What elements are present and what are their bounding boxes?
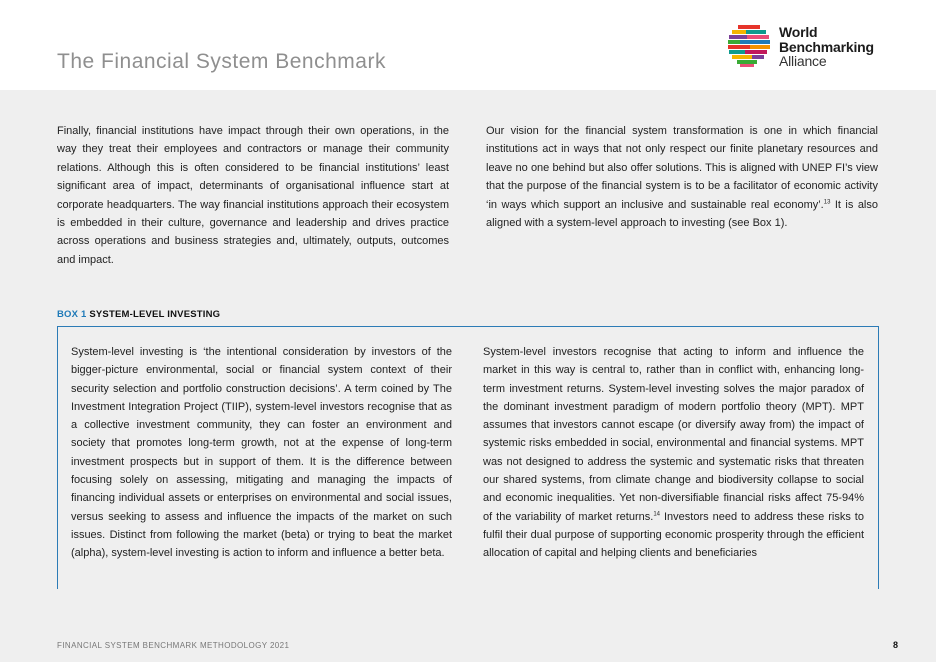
footnote-13: 13 <box>823 198 831 205</box>
box-left-column: System-level investing is ‘the intentional consideration by investors of the bigger-picture environmental, social or financial system context of their security selection and portfolio construction decisions’. A term coined by The Investment Integration Project (TIIP), system-level investors recognise that as a collective investment community, they can foster an environment and society that promotes long-term growth, not at the expense of long-term investment prospects but in support of them. It is the difference between focusing solely on assessing, mitigating and managing the impacts of financing individual assets or enterprises on environmental and social issues, versus seeking to assess and influence the impacts of the market on such issues. Distinct from following the market (beta) or trying to beat the market (alpha), system-level investing is action to inform and influence a better beta. <box>71 346 452 560</box>
logo-line-alliance: Alliance <box>779 53 827 69</box>
footer-document-name: FINANCIAL SYSTEM BENCHMARK METHODOLOGY 2021 <box>57 641 290 650</box>
intro-right-text-b: It is also aligned with a system-level approach to investing (see Box 1). <box>486 198 878 230</box>
box-right-column <box>483 343 864 563</box>
logo-line-benchmarking: Benchmarking <box>779 38 874 55</box>
wba-logo-icon <box>728 24 774 68</box>
box-label: BOX 1 <box>57 309 87 320</box>
intro-left-paragraph: Finally, financial institutions have impact through their own operations, in the way they treat their employees and contractors or manage their community relations. Although this is often considered to be financial institutions’ least significant area of impact, determinants of organisational influence start at corporate headquarters. The way financial institutions approach their ecosystem is embedded in their culture, governance and leadership and drives practice across operations and business strategies and, ultimately, outputs, outcomes and impact. <box>57 125 449 266</box>
page-title: The Financial System Benchmark <box>57 50 386 73</box>
box-1-panel <box>57 326 879 589</box>
wba-logo <box>728 22 888 72</box>
intro-right-paragraph <box>486 122 878 232</box>
page-header <box>0 0 936 90</box>
box-right-text-a: System-level investors recognise that acting to inform and influence the market in this way is central to, rather than in conflict with, enhancing long-term investment returns. System-level investing solves the major paradox of the dominant investment paradigm of modern portfolio theory (MPT). MPT assumes that investors cannot escape (or diversify away from) the impact of systemic risks embedded in social, environmental and financial systems. MPT was not designed to address the systemic and systematic risks that threaten our shared systems, from climate change and biodiversity collapse to social and economic inequalities. Yet non-diversifiable financial risks affect 75-94% of the variability of market returns. <box>483 346 864 523</box>
box-heading <box>57 309 220 320</box>
box-title: SYSTEM-LEVEL INVESTING <box>89 309 221 320</box>
wba-logo-wordmark <box>779 25 874 69</box>
footnote-14: 14 <box>653 511 660 518</box>
logo-line-world: World <box>779 24 818 40</box>
page-number: 8 <box>893 640 899 650</box>
intro-right-text-a: Our vision for the financial system transformation is one in which financial institutions act in ways that not only respect our finite planetary resources and leave no one behind but also offer solutions. This is aligned with UNEP FI’s view that the purpose of the financial system is to be a facilitator of economic activity ‘in ways which support an inclusive and sustainable real economy’. <box>486 125 878 211</box>
box-right-text-b: Investors need to address these risks to fulfil their dual purpose of supporting economic prosperity through the efficient allocation of capital and helping clients and beneficiaries <box>483 510 864 560</box>
